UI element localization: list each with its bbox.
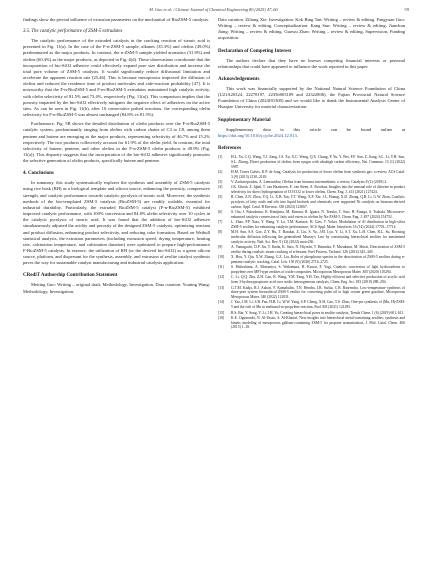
reference-number: [15] [218, 310, 225, 315]
reference-item [218, 210, 405, 220]
reference-list [218, 155, 405, 330]
reference-item [218, 230, 405, 245]
reference-number: [8] [218, 230, 223, 235]
reference-number: [12] [218, 275, 225, 280]
reference-item [218, 316, 405, 331]
reference-item [218, 265, 405, 275]
reference-text: M.H. Sun, S.S. Gao, Z.Y. Hu, T. Barakat, Z. Liu, S. Yu, J.M. Lyu, Y. Li, S.T. Xu, L.H. Chen, B.L. Su, Boosting molecular diffusion following the generalized Murray's Law by constructing hierarchical zeolites for maximized catalytic activity, Natl. Sci. Rev. 9 (12) (2022) nwac236. [231, 230, 405, 244]
section-heading: CRediT Authorship Contribution Statement [23, 273, 118, 279]
paragraph: Furthermore, Fig. 5B shows the detailed distribution of olefin products over the F-n-BioZSM-5 catalytic system, predominantly ranging from olefins with carbon chains of C3 to C8, among them pentene and butene are emerging as the major products, representing selectivity of 46.7% and 15.2% respectively. The two products collectively account for 61.9% of the olefin yield. In contrast, the total selectivity of butene, pentene, and other olefins in the F-n-ZSM-5 olefin products is 49.9% (Fig. 11(a)). This disparity suggests that the incorporation of the bio-SiO2 adhesive significantly promotes the selective generation of olefin products, specifically butene and pentene. [23, 121, 210, 164]
reference-text: H.M. Torres Galvis, K.P. de Jong, Catalysts for production of lower olefins from synthesis gas: a review, ACS Catal. 3 (9) (2013) 2130–2149. [231, 169, 405, 179]
reference-item [218, 185, 405, 195]
reference-text: C. Li, Q.Q. Zhu, Z.H. Gao, B. Wang, Y.M. Fang, Y.H. Tao, Highly efficient and selective production of acrylic acid from 3-hydroxypropionic acid over acidic heterogeneous catalysts, Chem. Eng. Sci. 183 (2018) 288–294. [231, 275, 405, 285]
reference-number: [11] [218, 265, 225, 270]
reference-number: [14] [218, 300, 225, 305]
reference-item [218, 275, 405, 285]
reference-item [218, 245, 405, 255]
section-heading: 4. Conclusions [23, 171, 54, 177]
paragraph: The authors declare that they have no known competing financial interests or personal relationships that could have appeared to influence the work reported in this paper. [218, 57, 405, 69]
paragraph: The catalytic performance of the extruded catalysts in the cracking reaction of stearic acid is presented in Fig. 11(a). In the case of the F-n-ZSM-5 sample, alkanes (35.3%) and olefins (49.0%) predominated as the major products. In contrast, the n-ZSM-5 sample yielded aromatics (31.8%) and olefins (60.4%) as the major products, as depicted in Fig. 4(d). These observations corroborate that the incorporation of bio-SiO2 adhesive could effectively expand pore size distribution and increase the total pore volume of ZSM-5 catalysts. It would significantly reduce diffusional limitation and accelerate the apparent reaction rate [25,46]. This is because mesoporous improved the diffusion of olefins and reduced the residence time of product molecules and side-reaction probability [47]. It is noteworthy that the F-n-BioZSM-5 and F-m-BioZSM-5 extrudates maintained high catalytic activity, with olefin selectivity of 81.5% and 73.4%, respectively (Fig. 11(a)). This comparison implies that the porosity imparted by the bio-SiO2 effectively mitigates the negative effect of adhesives on the active sites. As can be seen in Fig. 11(b), after 10 consecutive pulsed reactions, the corresponding olefin selectivity for F-n-BioZSM-5 was almost unchanged (84.8% vs 81.5%). [23, 38, 210, 118]
reference-number: [4] [218, 185, 223, 190]
reference-item [218, 180, 405, 185]
paragraph: In summary, this study systematically explores the synthesis and assembly of ZSM-5 catalysts using rice husk (RH) as a biological template and silicon source, enhancing the porosity, compressive strength, and catalytic performance towards catalytic pyrolysis of stearic acid. Moreover, the synthesis methods of the bio-templated ZSM-5 catalysts (BioZSM-5) are readily scalable, essential for industrial durability. Particularly, the extruded BioZSM-5 catalyst (F-n-BioZSM-5) exhibited improved catalytic performance, with 100% conversion and 84.8% olefin selectivity over 10 cycles in the catalytic pyrolysis of stearic acid. It was found that the addition of bio-SiO2 adhesive simultaneously adjusted the acidity and porosity of the designed ZSM-5 catalysts, optimizing reactant and product diffusion, enhancing product selectivity, and reducing coke formation. Based on Weibull statistical analysis, the extrusion parameters (including extrusion speed, drying temperature, heating rate, calcination temperature, and calcination duration) were optimized to prepare high-performance F-BioZSM-5 catalysts. In essence, the utilization of RH (or the derived bio-SiO2) as a green silicon source, platform, and dispersant for the synthesis, assembly, and extrusion of zeolite catalyst synthesis paves the way for sustainable catalyst manufacturing and industrial catalysis application. [23, 180, 210, 266]
supplementary-text: Supplementary data to this article can be found online at [226, 126, 405, 132]
reference-text: B.S. Bai, Y. Song, Y. Li, J.H. Yu, Creating hierarchical pores in zeolite catalysts, Trends Chem. 1 (6) (2019) 601–611. [231, 310, 405, 315]
section-heading: Supplementary Material [218, 117, 271, 123]
reference-text: S. Hidouhima, A. Motomiya, S. Wakamura, R. Kawai, F. Yagi, Catalytic conversion of light hydrocarbons to propylene over MFI-type zeolites of oxide composites, Microporous Mesoporous Mater. 305 (2020) 110294. [231, 265, 405, 275]
running-head: M. Guo et al. / Chinese Journal of Chemical Engineering 80 (2025) 47–60 [149, 7, 278, 12]
reference-number: [16] [218, 315, 225, 320]
reference-number: [7] [218, 220, 223, 225]
reference-number: [1] [218, 154, 223, 159]
reference-item [218, 220, 405, 230]
reference-number: [13] [218, 285, 225, 290]
paragraph: findings show the pivotal influence of extrusion parameters on the mechanical of BioZSM-5 catalysts. [23, 17, 210, 22]
right-column [218, 17, 405, 331]
paragraph [218, 127, 405, 139]
paragraph: Meiting Guo: Writing – original draft, Methodology, Investigation, Data curation. Youting Wang: Methodology, Investigation, [23, 282, 210, 294]
reference-text: X. Hou, Y. Qiu, X.W. Zhang, G.Z. Liu, Roles of phosphorus species in the deactivation of ZSM-5 zeolites during n-pentane catalytic cracking, Catal. Lett. 150 (9) (2020) 2716–2725. [231, 255, 405, 265]
reference-number: [5] [218, 195, 223, 200]
reference-item [218, 255, 405, 265]
reference-text: H.L. Yu, C.Q. Wang, T.J. Jiang, J.S. Xu, X.C. Wang, Q.X. Chang, P. Yu, Y. Wei, F.F. Sun, Z. Jiang, S.L. Li, Y.H. Sun, S.L. Zhong, Direct production of olefins from syngas with ultrahigh carbon efficiency, Nat. Commun. 13 (1) (2022) 5987. [231, 154, 405, 169]
reference-text: L. Zhao, P.P. Xiao, Y. Wang, Y. Lu, T.M. Kasinoe, H. Gies, T. Yokoi, Modulation of Al distribution in high-silica ZSM-5 zeolites for enhancing catalytic performance, ACS Appl. Mater. Interfaces 16 (14) (2024) 17701–17714. [231, 220, 405, 230]
subsection-heading: 3.5. The catalytic performance of ZSM-5 extrudates [23, 29, 123, 35]
section-heading: Acknowledgements [218, 76, 260, 82]
doi-link[interactable]: https://doi.org/10.1016/j.cjche.2024.12.013 [218, 132, 297, 138]
reference-item [218, 170, 405, 180]
reference-number: [10] [218, 255, 225, 260]
reference-text: S. Ota, J. Fukushima, K. Kimijima, M. Kimura, R. Iguara, N. Tezuka, T. Sato, H. Einaga, S. Tsubaki, Microwave-enhanced catalytic conversion of fatty acid esters to olefins by Na-ZSM-5, Chem. Eng. J. 497 (2024) 154752. [231, 210, 405, 219]
reference-number: [2] [218, 169, 223, 174]
section-heading: Declaration of Competing Interest [218, 48, 292, 54]
reference-text: J. Yao, J.M. Li, S.B. Fan, H.B. Li, W.W. Yang, S.P. Cheng, X.H. Gao, T.S. Zhao, One-pot synthesis of (Mn, H)-ZSM-5 and the role of Mn in methanol-to-propylene reaction, Fuel 303 (2021) 121295. [231, 300, 405, 310]
left-column [23, 17, 210, 298]
reference-item [218, 195, 405, 210]
paragraph: Data curation. Ziliang Xie: Investigation. Kok Bing Tan: Writing – review & editing. Fangyuan Guo: Writing – review & editing, Conceptualization. Kang Sun: Writing – review & editing. Jianchun Jiang: Writing – review & editing. Guowu Zhan: Writing – review & editing, Supervision, Funding acquisition. [218, 17, 405, 41]
reference-text: B. Chen, Z.N. Zhou, Y.Q. Li, X.B. Tan, Y.T. Wang, X.F. Xie, J.L. Huang, X.D. Zhang, Q.B. Li, G.W. Zhan, Catalytic pyrolysis of fatty acids and oils into liquid biofuels and chemicals over supported Ni catalysts on biomass-derived carbon, Appl. Catal. B Environ. 338 (2023) 123067. [231, 195, 405, 209]
reference-text: G.T.M. Kadja, R.J. Azhari, F. Kamaludin, T.N. Hendra, I.R. Saftia, C.B. Rasrendra, Low-temperature synthesis of three-pore system hierarchical ZSM-5 zeolite for converting palm oil to high octane green gasoline, Microporous Mesoporous Mater. 340 (2022) 112031. [231, 285, 405, 300]
reference-number: [9] [218, 245, 223, 250]
reference-text: V. Zacharopoulou, A. Lemonidou, Olefins from biomass intermediates: a review, Catalysts 8 (1) (2018) 2. [231, 179, 388, 184]
paragraph: This work was financially supported by the National Natural Science Foundation of China (U21A20324, 22278197, 22356003189 and 22322806), the Fujian Provincial Natural Science Foundation of China (2024J01300) and we would like to thank the Instrumental Analysis Center of Huaqiao University for material characterization. [218, 85, 405, 110]
reference-item [218, 286, 405, 301]
reference-item [218, 155, 405, 170]
reference-number: [3] [218, 179, 223, 184]
page-number: 59 [404, 7, 409, 12]
reference-text: J.K. Ghosh, Z. Iqbal, T. van Haasteren, E. van Steen, A. Roodsaz, Insights into the unusual role of chlorine in product selectivity for direct hydrogenation of CO/CO2 to lower olefins, Chem. Eng. J. 413 (2021) 127424. [231, 185, 405, 194]
reference-text: K.E. Ogunronbi, N. Al-Yassir, S. Al-Khattaf, New insights into hierarchical metal-containing zeolites; synthesis and kinetic modeling of mesoporous gallium-containing ZSM-5 for propane aromatization, J. Mol. Catal. Chem. 406 (2015) 1–18. [231, 315, 405, 330]
supplementary-text-end: . [296, 132, 298, 138]
reference-item [218, 300, 405, 310]
reference-item [218, 311, 405, 316]
reference-number: [6] [218, 210, 223, 215]
reference-text: A. Yamaguchi, D.F. Jin, T. Ikeda, K. Sato, N. Hiyoshi, T. Hanaoka, F. Mizukami, M. Shirai, Deactivation of ZSM-5 zeolite during catalytic steam cracking of n-hexane, Fuel Process. Technol. 126 (2014) 343–349. [231, 245, 405, 255]
section-heading: References [218, 145, 242, 151]
